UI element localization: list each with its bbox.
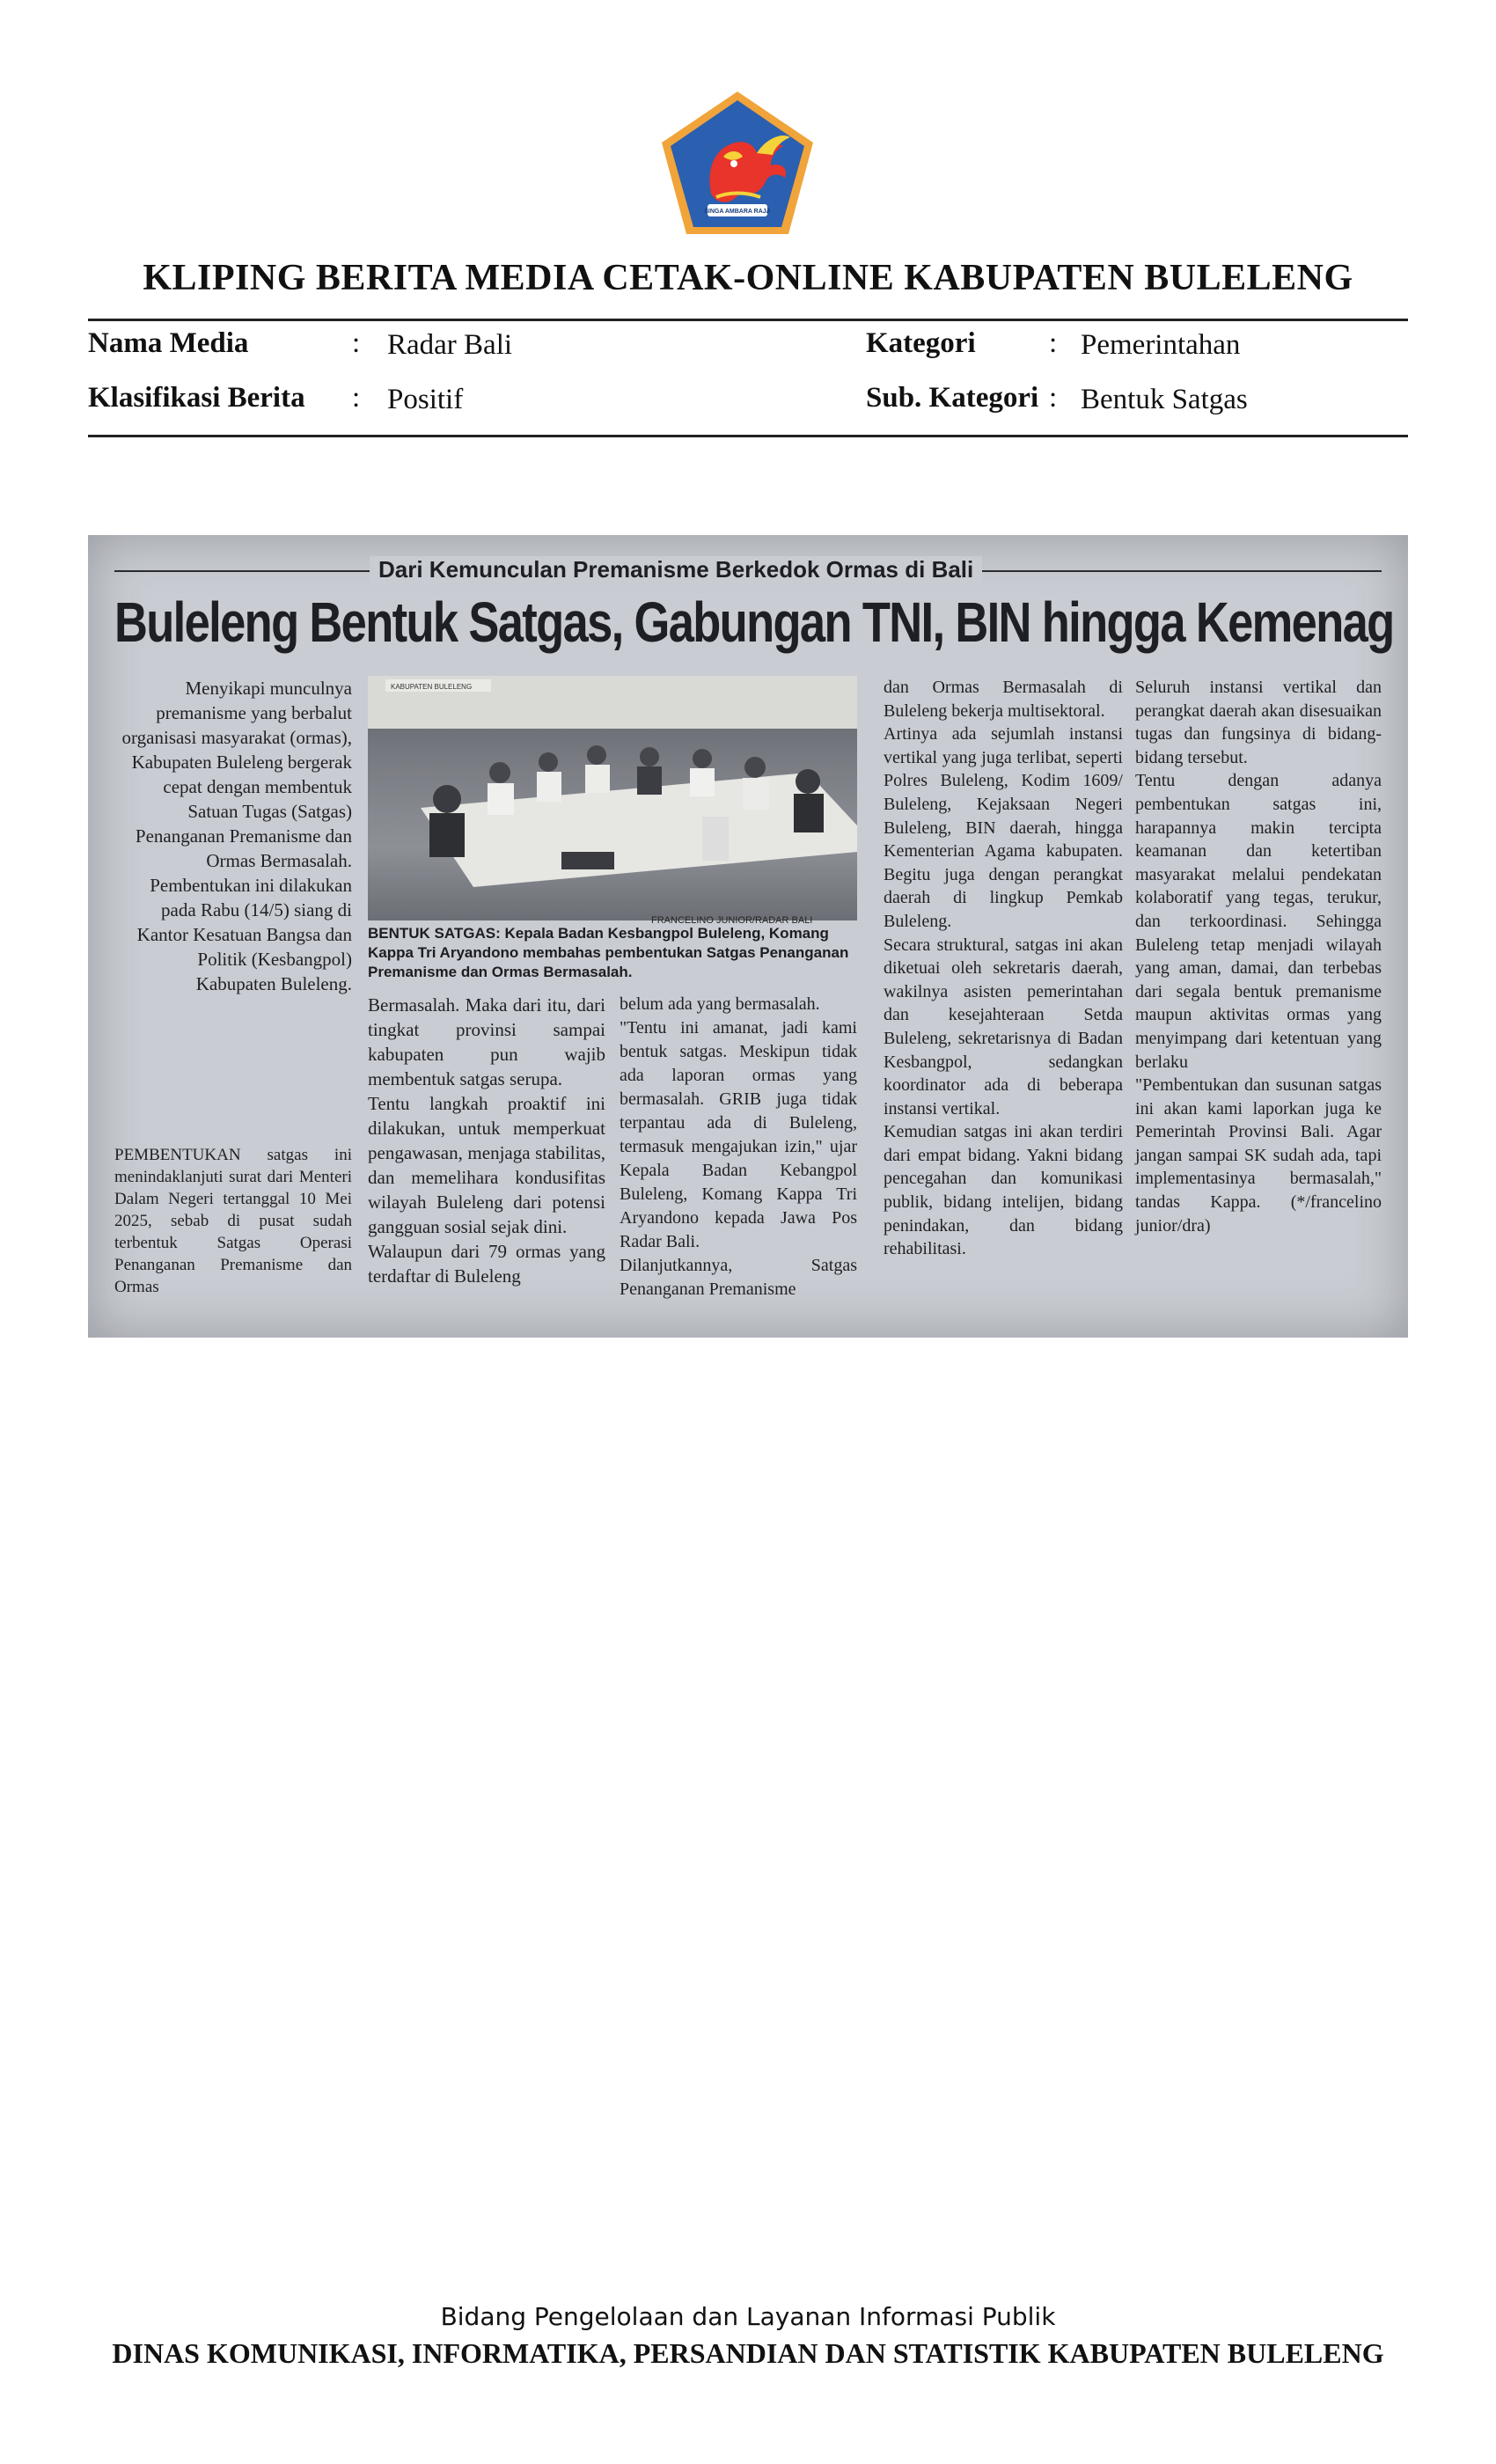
meta-divider	[88, 435, 1408, 437]
photo-caption: BENTUK SATGAS: Kepala Badan Kesbangpol Buleleng, Komang Kappa Tri Aryandono membahas pembentukan Satgas Penanganan Premanisme dan Ormas Bermasalah.	[368, 925, 849, 980]
footer-unit: Bidang Pengelolaan dan Layanan Informasi Publik	[440, 2302, 1056, 2331]
photo-credit: FRANCELINO JUNIOR/RADAR BALI	[651, 915, 813, 926]
photo-sign: KABUPATEN BULELENG	[391, 683, 473, 691]
emblem-text: SINGA AMBARA RAJA	[704, 209, 771, 215]
subkategori-label: Sub. Kategori	[866, 382, 1039, 414]
media-label: Nama Media	[88, 327, 249, 359]
klasifikasi-value: Positif	[387, 384, 464, 415]
article-col4: dan Ormas Bermasalah di Buleleng bekerja multisektoral. Artinya ada sejumlah instansi vertikal yang juga terlibat, seperti Polres Buleleng, Kodim 1609/ Buleleng, Kejaksaan Negeri Buleleng, BIN daerah, hingga Kementerian Agama kabupaten. Begitu juga dengan perangkat daerah di lingkup Pemkab Buleleng. Secara struktural, satgas ini akan diketuai oleh sekretaris daerah, wakilnya asisten pemerintahan dan kesejahteraan Setda Buleleng, sekretarisnya di Badan Kesbangpol, sedangkan koordinator ada di beberapa instansi vertikal. Kemudian satgas ini akan terdiri dari empat bidang. Yakni bidang pencegahan dan komunikasi publik, bidang intelijen, bidang penindakan, dan bidang rehabilitasi.	[884, 678, 1123, 1259]
singa-ambara-raja-logo	[658, 88, 817, 238]
article-col5: Seluruh instansi vertikal dan perangkat daerah akan disesuaikan tugas dan fungsinya di bidang-bidang tersebut. Tentu dengan adanya pembentukan satgas ini, harapannya makin tercipta keamanan dan ketertiban masyarakat melalui pendekatan kolaboratif yang tegas, terukur, dan terkoordinasi. Sehingga Buleleng tetap menjadi wilayah yang aman, damai, dan terbebas dari segala bentuk premanisme maupun aktivitas ormas yang menyimpang dari ketentuan yang berlaku "Pembentukan dan susunan satgas ini akan kami laporkan juga ke Pemerintah Provinsi Bali. Agar jangan sampai SK sudah ada, tapi implementasinya bermasalah," tandas Kappa. (*/francelino junior/dra)	[1135, 678, 1382, 1236]
article-col3: belum ada yang bermasalah. "Tentu ini amanat, jadi kami bentuk satgas. Meskipun tidak ada laporan ormas yang bermasalah. GRIB juga tidak terpantau ada di Buleleng, termasuk mengajukan izin," ujar Kepala Badan Kebangpol Buleleng, Komang Kappa Tri Aryandono kepada Jawa Pos Radar Bali. Dilanjutkannya, Satgas Penanganan Premanisme	[620, 994, 857, 1299]
footer-agency: DINAS KOMUNIKASI, INFORMATIKA, PERSANDIAN DAN STATISTIK KABUPATEN BULELENG	[112, 2337, 1384, 2369]
article-col1-top: Menyikapi munculnya premanisme yang berbalut organisasi masyarakat (ormas), Kabupaten Buleleng bergerak cepat dengan membentuk Satuan Tugas (Satgas) Penanganan Premanisme dan Ormas Bermasalah. Pembentukan ini dilakukan pada Rabu (14/5) siang di Kantor Kesatuan Bangsa dan Politik (Kesbangpol) Kabupaten Buleleng.	[121, 678, 352, 994]
article-headline: Buleleng Bentuk Satgas, Gabungan TNI, BIN hingga Kemenag	[114, 590, 1394, 654]
klasifikasi-colon: :	[352, 382, 361, 414]
article-kicker: Dari Kemunculan Premanisme Berkedok Ormas di Bali	[370, 556, 982, 583]
subkategori-value: Bentuk Satgas	[1081, 384, 1248, 415]
subkategori-colon: :	[1049, 382, 1058, 414]
klasifikasi-label: Klasifikasi Berita	[88, 382, 305, 414]
article-col1-bottom: PEMBENTUKAN satgas ini menindaklanjuti surat dari Menteri Dalam Negeri tertanggal 10 Mei 2025, sebab di pusat sudah terbentuk Satgas Operasi Penanganan Premanisme dan Ormas	[114, 1146, 352, 1296]
media-colon: :	[352, 327, 361, 359]
kategori-label: Kategori	[866, 327, 976, 359]
title-divider	[88, 319, 1408, 321]
article-photo	[368, 676, 857, 920]
media-value: Radar Bali	[387, 329, 513, 361]
article-col2: Bermasalah. Maka dari itu, dari tingkat provinsi sampai kabupaten pun wajib membentuk satgas serupa. Tentu langkah proaktif ini dilakukan, untuk memperkuat pengawasan, menjaga stabilitas, dan memelihara kondusifitas wilayah Buleleng dari potensi gangguan sosial sejak dini. Walaupun dari 79 ormas yang terdaftar di Buleleng	[368, 994, 605, 1287]
page-title: KLIPING BERITA MEDIA CETAK-ONLINE KABUPATEN BULELENG	[143, 258, 1353, 298]
meeting-photo-icon	[368, 676, 857, 920]
kategori-colon: :	[1049, 327, 1058, 359]
newspaper-clipping	[88, 535, 1408, 1338]
kategori-value: Pemerintahan	[1081, 329, 1241, 361]
emblem-icon	[658, 88, 817, 238]
